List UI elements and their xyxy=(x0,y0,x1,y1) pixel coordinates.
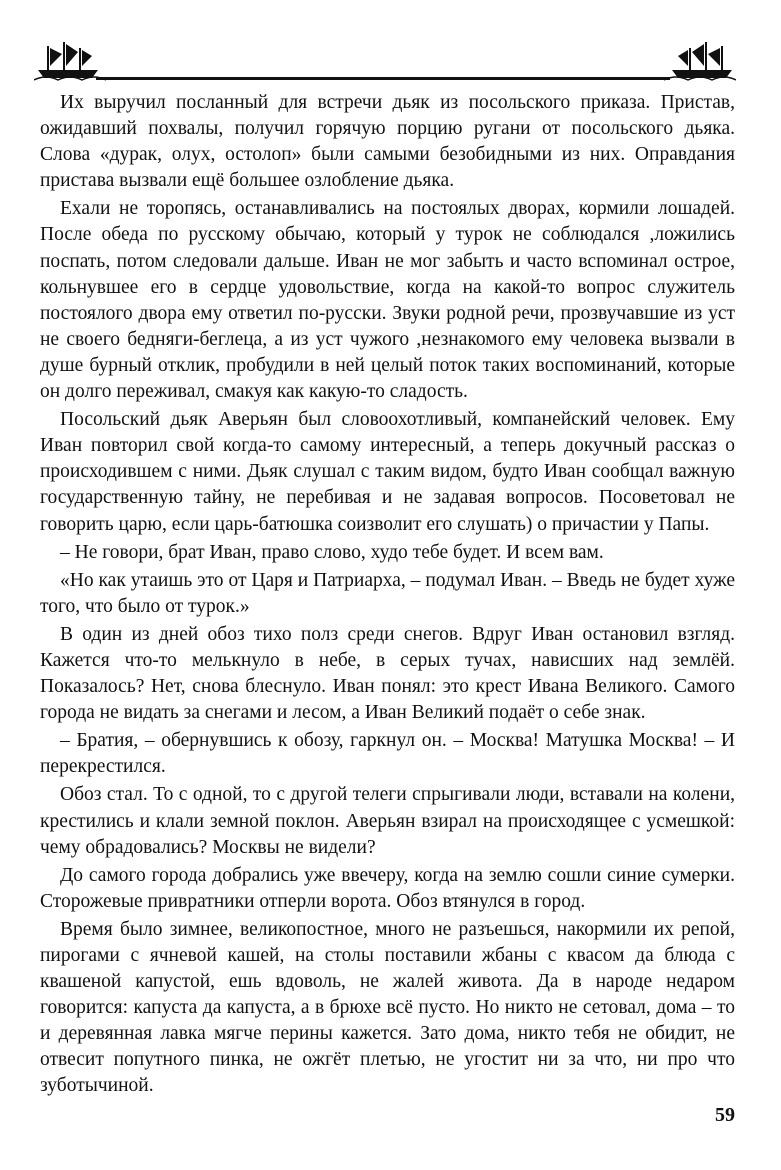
page-header xyxy=(0,0,781,90)
paragraph: Ехали не торопясь, останавливались на постоялых дворах, кормили лошадей. После обеда по русскому обычаю, который у турок не соблюдался ,ложились поспать, потом следовали дальше. Иван не мог забыть и часто вспоминал острое, кольнувшее его в сердце удовольствие, когда на какой-то вопрос служитель постоялого двора ему ответил по-русски. Звуки родной речи, прозвучавшие из уст не своего бедняги-беглеца, а из уст чужого ,незнакомого ему человека вызвали в душе бурный отклик, пробудили в ней целый поток таких воспоминаний, которые он долго переживал, смакуя как какую-то сладость. xyxy=(40,198,735,403)
paragraph: В один из дней обоз тихо полз среди снегов. Вдруг Иван остановил взгляд. Кажется что-то мелькнуло в небе, в серых тучах, нависших над землёй. Показалось? Нет, снова блеснуло. Иван понял: это крест Ивана Великого. Самого города не видать за снегами и лесом, а Иван Великий подаёт о себе знак. xyxy=(40,623,735,724)
paragraph: До самого города добрались уже ввечеру, когда на землю сошли синие сумерки. Сторожевые привратники отперли ворота. Обоз втянулся в город. xyxy=(40,864,735,912)
paragraph: Время было зимнее, великопостное, много не разъешься, накормили их репой, пирогами с ячневой кашей, на столы поставили жбаны с квасом да блюда с квашеной капустой, ешь вдоволь, не жалей живота. Да в народе недаром говорится: капуста да капуста, а в брюхе всё пусто. Но никто не сетовал, дома – то и деревянная лавка мягче перины кажется. Зато дома, никто тебя не обидит, не отвесит попутного пинка, не ожгёт плетью, не угостит ни за что, ни про что зуботычиной. xyxy=(40,918,735,1097)
page-number: 59 xyxy=(715,1104,735,1126)
ship-icon xyxy=(664,40,736,82)
paragraph: «Но как утаишь это от Царя и Патриарха, – подумал Иван. – Введь не будет хуже того, что было от турок.» xyxy=(40,569,735,617)
paragraph: – Братия, – обернувшись к обозу, гаркнул он. – Москва! Матушка Москва! – И перекрестился. xyxy=(40,730,735,778)
paragraph: Их выручил посланный для встречи дьяк из посольского приказа. Пристав, ожидавший похвалы, получил горячую порцию ругани от посольского дьяка. Слова «дурак, олух, остолоп» были самыми безобидными из них. Оправдания пристава вызвали ещё большее озлобление дьяка. xyxy=(40,92,735,192)
paragraph: Посольский дьяк Аверьян был словоохотливый, компанейский человек. Ему Иван повторил свой когда-то самому интересный, а теперь докучный рассказ о происходившем с ними. Дьяк слушал с таким видом, будто Иван сообщал важную государственную тайну, не перебивая и не задавая вопросов. Посоветовал не говорить царю, если царь-батюшка соизволит его слушать) о причастии у Папы. xyxy=(40,409,735,535)
ship-icon xyxy=(34,40,106,82)
header-rule xyxy=(96,77,670,80)
paragraph: Обоз стал. То с одной, то с другой телеги спрыгивали люди, вставали на колени, крестились и клали земной поклон. Аверьян взирал на происходящее с усмешкой: чему обрадовались? Москвы не видели? xyxy=(40,784,735,858)
body-text xyxy=(40,90,735,1102)
paragraph: – Не говори, брат Иван, право слово, худо тебе будет. И всем вам. xyxy=(60,541,604,563)
